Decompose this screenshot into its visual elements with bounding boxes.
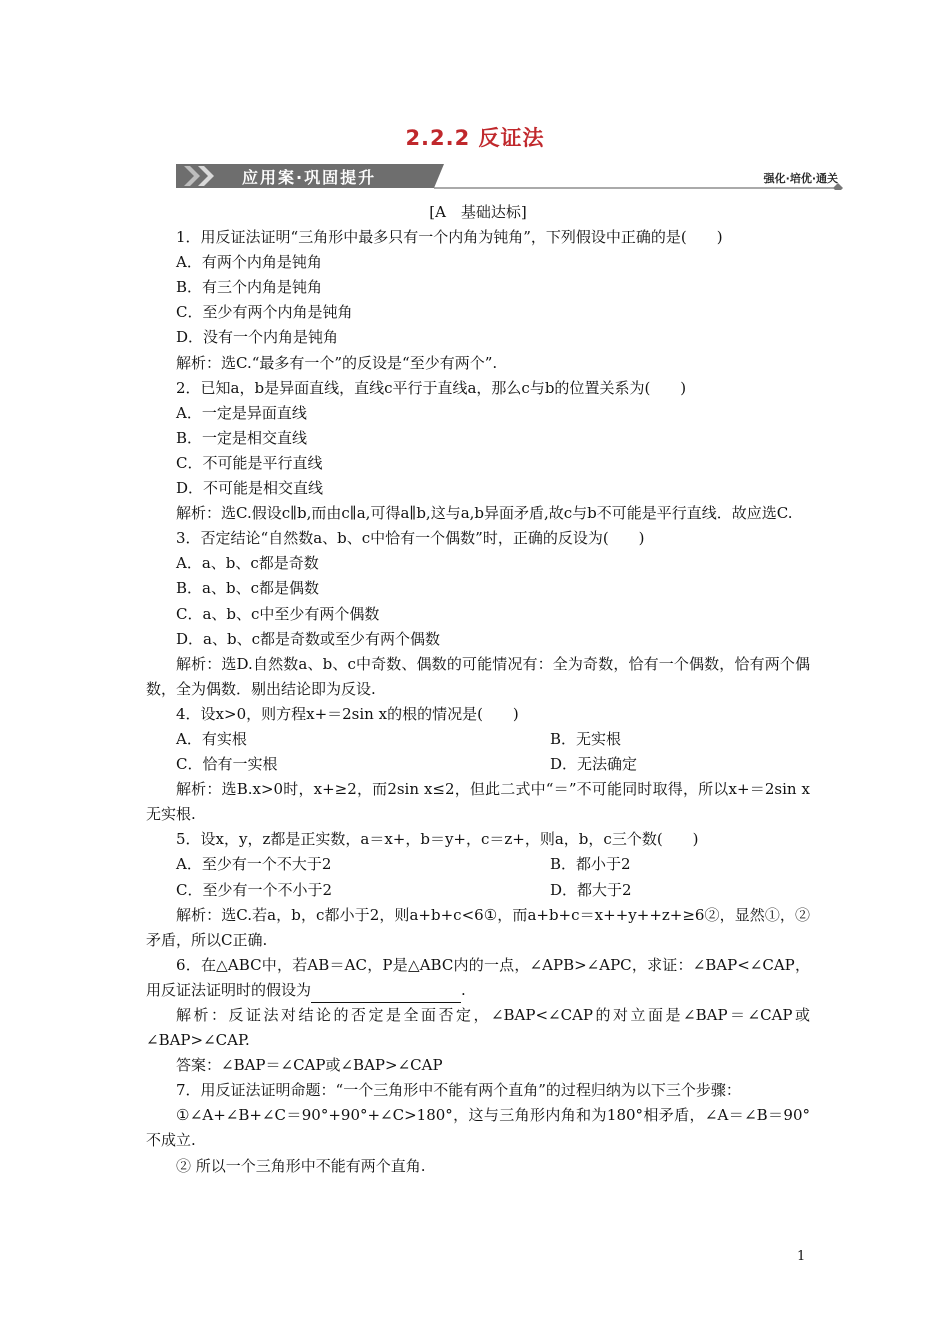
q4-option-a: A．有实根 (176, 729, 247, 748)
q6-solution: 解析：反证法对结论的否定是全面否定，∠BAP<∠CAP的对立面是∠BAP＝∠CAP或∠BAP>∠CAP. (146, 1006, 810, 1050)
banner-label: 应用案·巩固提升 (242, 168, 377, 187)
q6-text: 6．在△ABC中，若AB＝AC，P是△ABC内的一点，∠APB>∠APC，求证：∠BAP<∠CAP，用反证法证明时的假设为 (146, 955, 810, 999)
question-4: 4．设x>0，则方程x+＝2sin x的根的情况是( ) (176, 704, 519, 723)
q7-step-2: ② 所以一个三角形中不能有两个直角. (176, 1156, 426, 1175)
q1-solution: 解析：选C.“最多有一个”的反设是“至少有两个”. (176, 353, 498, 372)
section-title: [A 基础达标] (429, 203, 527, 221)
q5-option-b: B．都小于2 (550, 855, 631, 874)
q2-option-c: C．不可能是平行直线 (176, 453, 323, 472)
section-banner (176, 162, 846, 190)
q3-option-b: B．a、b、c都是偶数 (176, 579, 319, 598)
q4-option-d: D．无法确定 (550, 755, 638, 774)
banner-tagline: 强化·培优·通关 (763, 172, 838, 185)
q1-option-a: A．有两个内角是钝角 (176, 253, 322, 272)
q6-tail: . (461, 980, 466, 999)
question-5: 5．设x，y，z都是正实数，a＝x+，b＝y+，c＝z+，则a，b，c三个数( ) (176, 830, 699, 849)
question-6 (146, 953, 810, 1003)
q5-option-c: C．至少有一个不小于2 (176, 880, 333, 899)
q4-options-row-2 (146, 752, 810, 777)
page-number: 1 (797, 1249, 806, 1264)
q3-option-a: A．a、b、c都是奇数 (176, 554, 319, 573)
q2-solution: 解析：选C.假设c∥b,而由c∥a,可得a∥b,这与a,b异面矛盾,故c与b不可能是平行直线．故应选C. (176, 504, 793, 523)
q6-answer-blank (311, 984, 461, 1003)
q1-option-c: C．至少有两个内角是钝角 (176, 303, 353, 322)
q3-solution: 解析：选D.自然数a、b、c中奇数、偶数的可能情况有：全为奇数，恰有一个偶数，恰有两个偶数，全为偶数．剔出结论即为反设. (146, 654, 810, 698)
question-3: 3．否定结论“自然数a、b、c中恰有一个偶数”时，正确的反设为( ) (176, 529, 645, 548)
q5-options-row-2 (146, 878, 810, 903)
q5-option-d: D．都大于2 (550, 880, 632, 899)
q2-option-d: D．不可能是相交直线 (176, 479, 324, 498)
q5-option-a: A．至少有一个不大于2 (176, 855, 332, 874)
q4-options-row-1 (146, 727, 810, 752)
q1-option-d: D．没有一个内角是钝角 (176, 328, 339, 347)
page-title: 2.2.2 反证法 (405, 126, 545, 150)
q5-solution: 解析：选C.若a，b，c都小于2，则a+b+c<6①，而a+b+c＝x++y++z+≥6②，显然①，②矛盾，所以C正确. (146, 905, 810, 949)
question-1: 1．用反证法证明“三角形中最多只有一个内角为钝角”，下列假设中正确的是( ) (176, 228, 723, 247)
q1-option-b: B．有三个内角是钝角 (176, 278, 323, 297)
q3-option-c: C．a、b、c中至少有两个偶数 (176, 604, 380, 623)
q4-option-b: B．无实根 (550, 729, 622, 748)
q2-option-b: B．一定是相交直线 (176, 428, 308, 447)
exercise-content (146, 200, 810, 1179)
q5-options-row-1 (146, 852, 810, 877)
q4-option-c: C．恰有一实根 (176, 755, 278, 774)
q7-step-1: ①∠A+∠B+∠C＝90°+90°+∠C>180°，这与三角形内角和为180°相矛盾，∠A＝∠B＝90°不成立. (146, 1106, 810, 1150)
question-2: 2．已知a，b是异面直线，直线c平行于直线a，那么c与b的位置关系为( ) (176, 378, 687, 397)
q6-answer: 答案：∠BAP＝∠CAP或∠BAP>∠CAP (176, 1056, 443, 1075)
q4-solution: 解析：选B.x>0时，x+≥2，而2sin x≤2，但此二式中“＝”不可能同时取得，所以x+＝2sin x无实根. (146, 780, 810, 824)
q3-option-d: D．a、b、c都是奇数或至少有两个偶数 (176, 629, 440, 648)
question-7: 7．用反证法证明命题：“一个三角形中不能有两个直角”的过程归纳为以下三个步骤： (176, 1081, 741, 1100)
q2-option-a: A．一定是异面直线 (176, 403, 307, 422)
